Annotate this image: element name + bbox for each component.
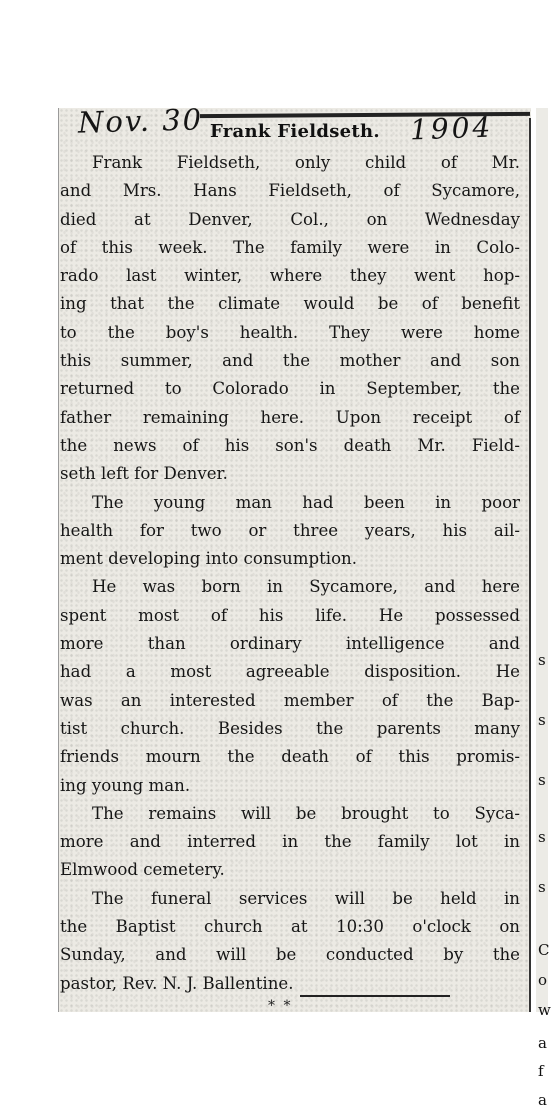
- obituary-line: ing young man.: [60, 775, 191, 795]
- obituary-line: pastor, Rev. N. J. Ballentine.: [60, 973, 294, 993]
- column-divider-rule: [529, 118, 531, 1012]
- adjacent-fragment-5: s: [538, 878, 546, 896]
- obituary-line: this summer, and the mother and son: [60, 351, 520, 371]
- obituary-line: health for two or three years, his ail-: [60, 520, 520, 540]
- obituary-line: friends mourn the death of this promis-: [60, 747, 520, 767]
- obituary-line: seth left for Denver.: [60, 464, 228, 484]
- adjacent-fragment-4: s: [538, 828, 546, 846]
- obituary-headline: Frank Fieldseth.: [210, 121, 380, 142]
- handwritten-year: 1904: [409, 110, 494, 147]
- obituary-line: Elmwood cemetery.: [60, 860, 225, 880]
- obituary-line: of this week. The family were in Colo-: [60, 237, 520, 257]
- obituary-line: more and interred in the family lot in: [60, 832, 520, 852]
- adjacent-fragment-3: s: [538, 771, 546, 789]
- handwritten-date: Nov. 30: [77, 102, 204, 140]
- adjacent-column-fragment: [536, 108, 551, 1109]
- adjacent-fragment-2: s: [538, 711, 546, 729]
- adjacent-fragment-8: w: [538, 1001, 551, 1019]
- obituary-line: He was born in Sycamore, and here: [92, 577, 520, 597]
- obituary-line: and Mrs. Hans Fieldseth, of Sycamore,: [60, 181, 520, 201]
- obituary-line: father remaining here. Upon receipt of: [60, 407, 520, 427]
- obituary-line: had a most agreeable disposition. He: [60, 662, 520, 682]
- obituary-line: ment developing into consumption.: [60, 549, 358, 569]
- obituary-body: [60, 149, 520, 998]
- obituary-line: Frank Fieldseth, only child of Mr.: [92, 153, 520, 172]
- obituary-line: spent most of his life. He possessed: [60, 605, 520, 625]
- bottom-rule: [300, 995, 450, 997]
- obituary-line: more than ordinary intelligence and: [60, 634, 520, 654]
- bottom-marks: * *: [268, 998, 293, 1014]
- obituary-line: Sunday, and will be conducted by the: [60, 945, 520, 965]
- adjacent-fragment-6: C: [538, 941, 550, 959]
- obituary-line: returned to Colorado in September, the: [60, 379, 520, 399]
- obituary-line: The funeral services will be held in: [92, 888, 520, 908]
- obituary-line: The remains will be brought to Syca-: [92, 803, 520, 823]
- obituary-line: died at Denver, Col., on Wednesday: [60, 209, 520, 229]
- adjacent-fragment-10: f: [538, 1062, 544, 1080]
- obituary-line: the news of his son's death Mr. Field-: [60, 435, 520, 455]
- obituary-line: ing that the climate would be of benefit: [60, 294, 520, 314]
- adjacent-fragment-9: a: [538, 1034, 547, 1052]
- obituary-line: rado last winter, where they went hop-: [60, 266, 520, 286]
- obituary-line: tist church. Besides the parents many: [60, 718, 520, 738]
- adjacent-fragment-11: a: [538, 1091, 547, 1109]
- obituary-line: was an interested member of the Bap-: [60, 690, 520, 710]
- obituary-line: the Baptist church at 10:30 o'clock on: [60, 917, 520, 937]
- obituary-line: The young man had been in poor: [92, 492, 520, 512]
- adjacent-fragment-1: s: [538, 651, 546, 669]
- adjacent-fragment-7: o: [538, 971, 548, 989]
- obituary-line: to the boy's health. They were home: [60, 322, 520, 342]
